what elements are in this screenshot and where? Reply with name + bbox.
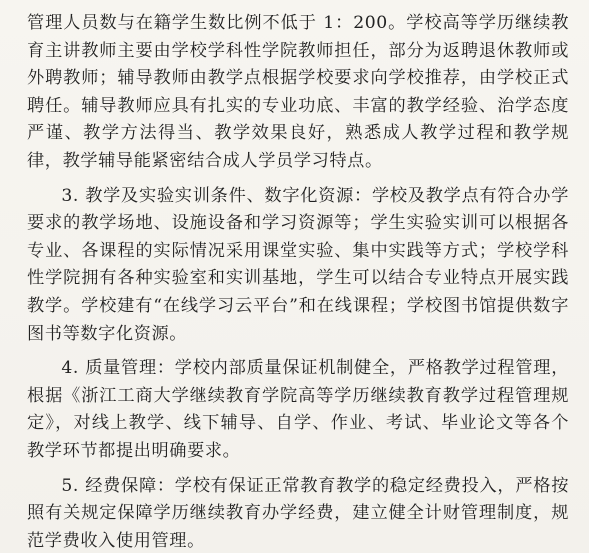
paragraph-funding-guarantee: 5. 经费保障：学校有保证正常教育教学的稳定经费投入，严格按照有关规定保障学历继续教育办学经费，建立健全计财管理制度，规范学费收入使用管理。 [27, 475, 569, 551]
paragraph-staffing: 管理人员数与在籍学生数比例不低于 1：200。学校高等学历继续教育主讲教师主要由学校学科性学院教师担任，部分为返聘退休教师或外聘教师；辅导教师由教学点根据学校要求向学校推荐，由学校正式聘任。辅导教师应具有扎实的专业功底、丰富的教学经验、治学态度严谨、教学方法得当、教学效果良好，熟悉成人教学过程和教学规律，教学辅导能紧密结合成人学员学习特点。 [27, 13, 569, 171]
paragraph-quality-management: 4. 质量管理：学校内部质量保证机制健全，严格教学过程管理，根据《浙江工商大学继续教育学院高等学历继续教育教学过程管理规定》，对线上教学、线下辅导、自学、作业、考试、毕业论文等各个教学环节都提出明确要求。 [27, 358, 569, 461]
paragraph-teaching-conditions: 3. 教学及实验实训条件、数字化资源：学校及教学点有符合办学要求的教学场地、设施设备和学习资源等；学生实验实训可以根据各专业、各课程的实际情况采用课堂实验、集中实践等方式；学校学科性学院拥有各种实验室和实训基地，学生可以结合专业特点开展实践教学。学校建有“在线学习云平台”和在线课程；学校图书馆提供数字图书等数字化资源。 [27, 185, 569, 344]
